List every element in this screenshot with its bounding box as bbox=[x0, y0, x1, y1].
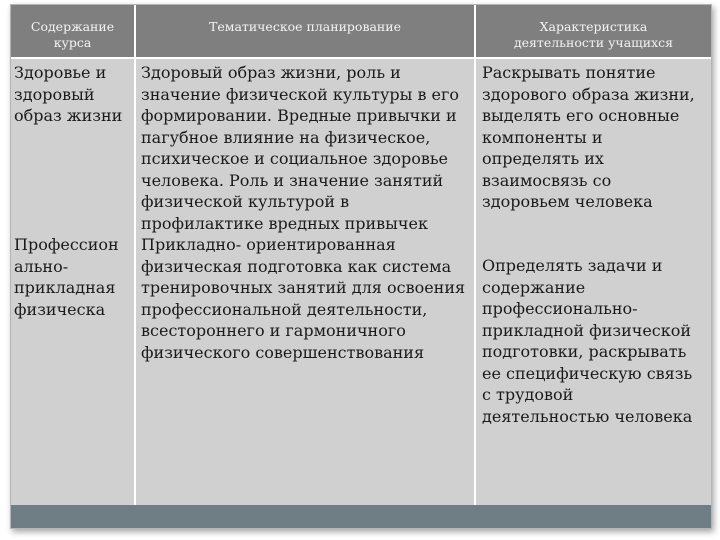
table-body bbox=[11, 59, 711, 505]
cell-activity-1: Раскрывать понятие здорового образа жизни, выделять его основные компоненты и определять их взаимосвязь со здоровьем человека bbox=[482, 63, 695, 211]
cell-activity-2: Определять задачи и содержание профессионально- прикладной физической подготовки, раскрывать ее специфическую связь с трудовой деятельностью человека bbox=[482, 256, 693, 426]
cell-planning-2: Прикладно- ориентированная физическая подготовка как система тренировочных занятий для освоения профессиональной деятельности, всестороннего и гармоничного физического совершенствования bbox=[141, 235, 466, 362]
cell-course-1: Здоровье и здоровый образ жизни bbox=[14, 63, 123, 125]
table-header-row bbox=[11, 5, 711, 57]
cell-planning-1: Здоровый образ жизни, роль и значение физической культуры в его формировании. Вредные привычки и пагубное влияние на физическое, психическое и социальное здоровье человека. Роль и значение занятий физической культурой в профилактике вредных привычек bbox=[141, 63, 460, 233]
column-divider-2 bbox=[474, 5, 476, 505]
header-planning: Тематическое планирование bbox=[209, 19, 401, 34]
cell-course-2: Профессион ально- прикладная физическа bbox=[14, 235, 119, 319]
table-frame bbox=[10, 4, 712, 529]
column-divider-1 bbox=[134, 5, 136, 505]
header-course: Содержание курса bbox=[30, 19, 115, 50]
header-activity: Характеристика деятельности учащихся bbox=[513, 19, 674, 50]
table-footer-band bbox=[11, 505, 711, 528]
